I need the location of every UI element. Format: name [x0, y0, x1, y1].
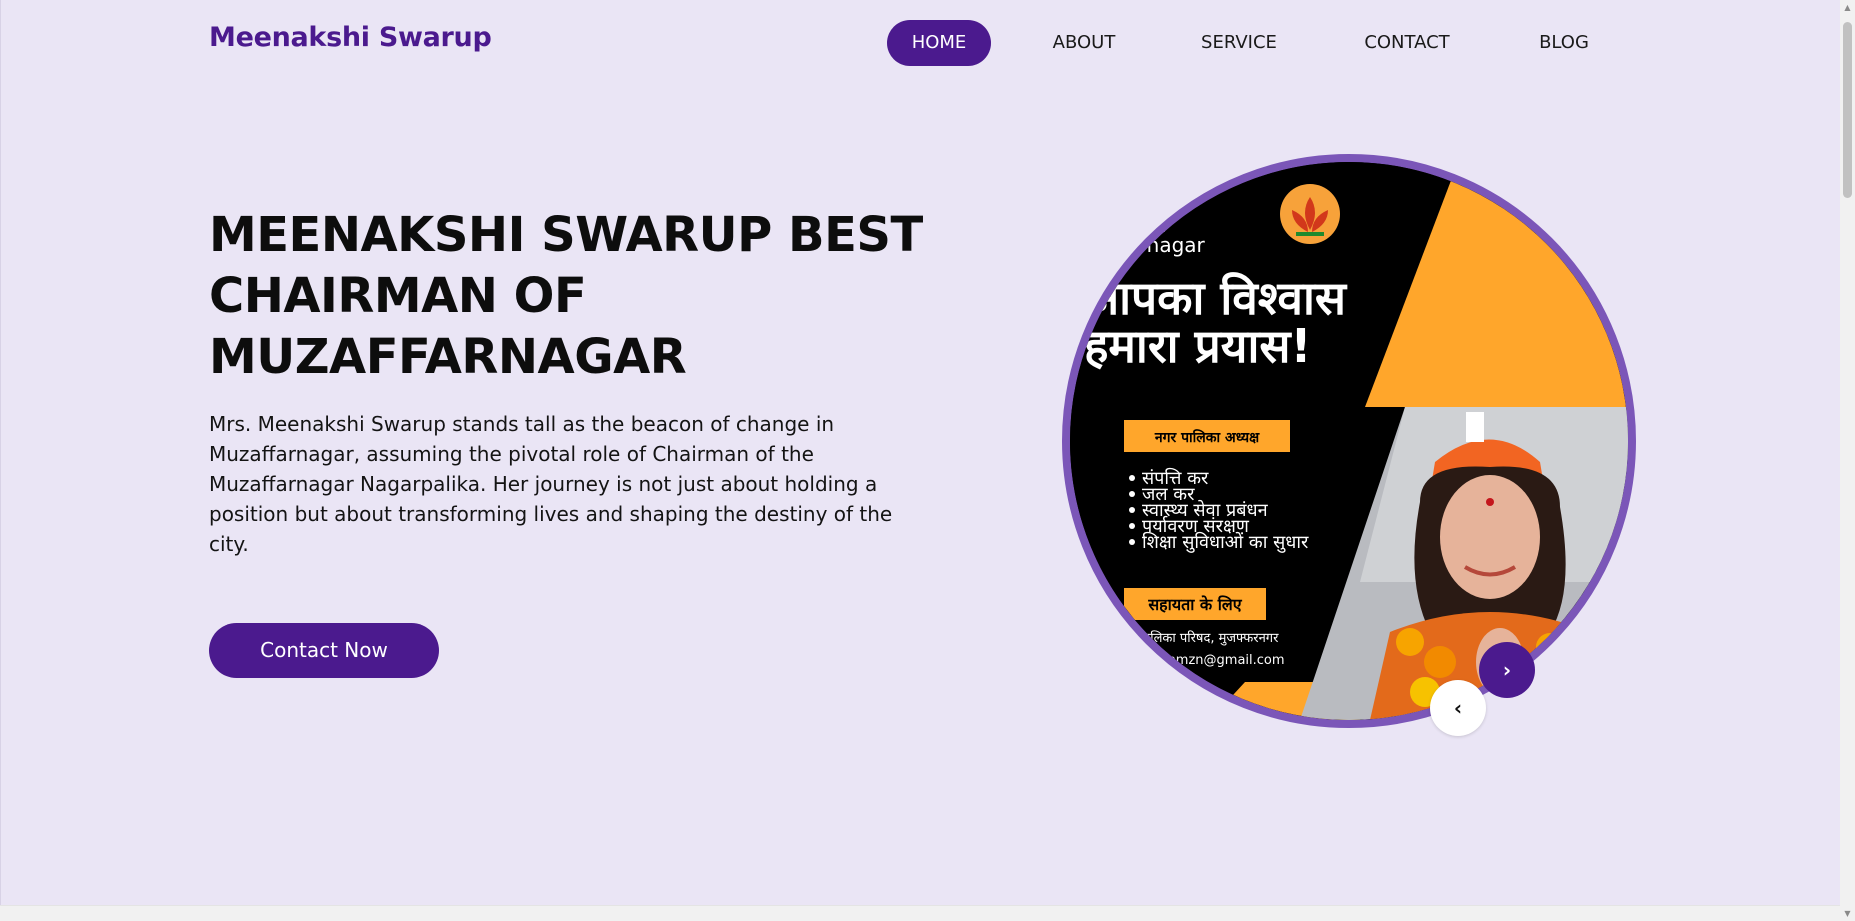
scroll-down-arrow-icon[interactable]: ▼ [1844, 909, 1851, 918]
poster-bullet: जल कर [1142, 484, 1195, 505]
nav-about[interactable]: ABOUT [1052, 32, 1116, 53]
hero-slide-image [1062, 154, 1636, 728]
contact-now-button[interactable]: Contact Now [209, 623, 439, 678]
chevron-left-icon: ‹ [1453, 696, 1463, 720]
poster-bullet: पर्यावरण संरक्षण [1142, 516, 1249, 537]
poster-headline: आपका विश्वास [1084, 271, 1347, 325]
poster-email: arupmzn@gmail.com [1146, 653, 1285, 668]
carousel-next-button[interactable] [1479, 642, 1535, 698]
poster-badge: नगर पालिका अध्यक्ष [1154, 430, 1260, 446]
poster-help-badge: सहायता के लिए [1148, 595, 1242, 614]
poster-headline: हमारा प्रयास! [1084, 319, 1312, 373]
hero-title-line: MEENAKSHI SWARUP BEST [209, 207, 923, 263]
main-nav [1, 20, 1841, 66]
poster-top-line: zaffarnagar [1090, 233, 1205, 257]
poster-bullet: शिक्षा सुविधाओं का सुधार [1142, 532, 1309, 553]
poster-bullet: संपत्ति कर [1142, 468, 1209, 489]
campaign-poster [1070, 162, 1628, 720]
hero-title-line: MUZAFFARNAGAR [209, 329, 687, 385]
scrollbar-thumb[interactable] [1843, 22, 1852, 198]
hero-title-line: CHAIRMAN OF [209, 268, 587, 324]
scroll-up-arrow-icon[interactable]: ▲ [1844, 3, 1851, 12]
poster-bullet: स्वास्थ्य सेवा प्रबंधन [1142, 500, 1268, 521]
poster-address: र पालिका परिषद, मुजफ्फरनगर [1130, 631, 1279, 646]
hero-description: Mrs. Meenakshi Swarup stands tall as the beacon of change in Muzaffarnagar, assuming the pivotal role of Chairman of the Muzaffarnagar Nagarpalika. Her journey is not just about holding a position but about transforming lives and shaping the destiny of the city. [209, 412, 893, 556]
carousel-prev-button[interactable] [1430, 680, 1486, 736]
nav-service[interactable]: SERVICE [1201, 32, 1277, 53]
party-lotus-logo [1280, 184, 1340, 244]
brand-logo-text[interactable]: Meenakshi Swarup [209, 22, 492, 53]
nav-contact[interactable]: CONTACT [1364, 32, 1450, 53]
poster-top-line: rman of [1090, 213, 1168, 237]
hero-title [209, 205, 929, 388]
chevron-right-icon: › [1502, 658, 1512, 682]
nav-home[interactable]: HOME [887, 20, 991, 66]
bottom-scroll-area [0, 905, 1840, 921]
nav-blog[interactable]: BLOG [1539, 32, 1589, 53]
vertical-scrollbar[interactable] [1840, 0, 1855, 921]
